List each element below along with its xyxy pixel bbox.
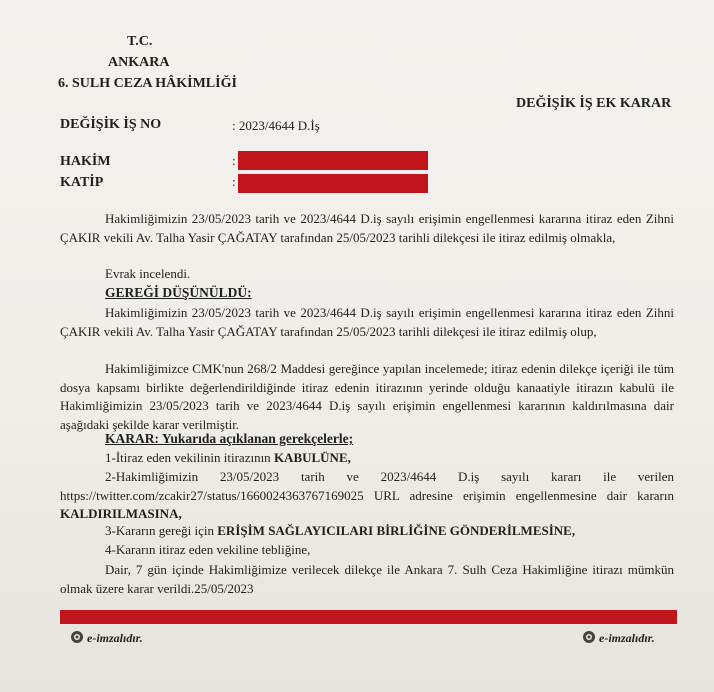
case-no-label: DEĞİŞİK İŞ NO xyxy=(60,117,162,132)
decision-heading: KARAR: Yukarıda açıklanan gerekçelerle; xyxy=(105,431,354,446)
court-name: 6. SULH CEZA HÂKİMLİĞİ xyxy=(58,76,237,91)
decision-item-2 xyxy=(60,468,674,524)
judge-colon: : xyxy=(232,153,236,168)
closing-text: Dair, 7 gün içinde Hakimliğimize verilecek dilekçe ile Ankara 7. Sulh Ceza Hakimliğine itirazı mümkün olmak üzere karar verildi.25/05/2023 xyxy=(60,562,674,596)
city-heading: ANKARA xyxy=(108,55,170,70)
signature-left-text: e-imzalıdır. xyxy=(87,631,143,645)
decision-item-2-text: 2-Hakimliğimizin 23/05/2023 tarih ve 2023/4644 D.iş sayılı kararı ile verilen https://twitter.com/zcakir27/status/1660024363767169025 URL adresine erişimin engellenmesine dair kararın xyxy=(60,469,674,503)
reasoning-heading: GEREĞİ DÜŞÜNÜLDÜ: xyxy=(105,285,252,300)
decision-item-1 xyxy=(105,450,351,466)
signature-right-text: e-imzalıdır. xyxy=(599,631,655,645)
evrak-line: Evrak incelendi. xyxy=(105,266,191,281)
intro-text: Hakimliğimizin 23/05/2023 tarih ve 2023/4644 D.iş sayılı erişimin engellenmesi kararına itiraz eden Zihni ÇAKIR vekili Av. Talha Yasir ÇAĞATAY tarafından 25/05/2023 tarihli dilekçesi ile itiraz edilmiş olmakla, xyxy=(60,211,674,245)
case-no-value: : 2023/4644 D.İş xyxy=(232,118,320,133)
bottom-redaction-bar xyxy=(60,610,677,624)
reasoning-paragraph-1 xyxy=(60,304,674,341)
decision-item-1-text: 1-İtiraz eden vekilinin itirazının xyxy=(105,450,274,465)
signature-right xyxy=(582,630,655,646)
judge-label: HAKİM xyxy=(60,154,111,169)
decision-item-2-bold: KALDIRILMASINA, xyxy=(60,506,182,521)
tc-heading: T.C. xyxy=(127,34,153,49)
reasoning-text-2: Hakimliğimizce CMK'nun 268/2 Maddesi gereğince yapılan incelemede; itiraz edenin dilekçe içeriği ile tüm dosya kapsamı birlikte değerlendirildiğinde itiraz edenin itirazının yerinde olduğu kanaatiyle itirazın kabulü ile Hakimliğimizin 23/05/2023 tarih ve 2023/4644 D.iş sayılı erişimin engellenmesi kararının kaldırılmasına dair aşağıdaki şekilde karar verilmiştir. xyxy=(60,361,674,432)
reasoning-paragraph-2 xyxy=(60,360,674,434)
decision-item-3 xyxy=(105,523,575,539)
clerk-name-redaction xyxy=(238,174,428,193)
decision-item-4: 4-Kararın itiraz eden vekiline tebliğine, xyxy=(105,542,311,557)
decision-item-3-text: 3-Kararın gereği için xyxy=(105,523,218,538)
decision-item-3-bold: ERİŞİM SAĞLAYICILARI BİRLİĞİNE GÖNDERİLMESİNE, xyxy=(217,523,576,538)
decision-item-1-bold: KABULÜNE, xyxy=(273,450,351,465)
clerk-label: KATİP xyxy=(60,175,104,190)
intro-paragraph xyxy=(60,210,674,247)
seal-icon xyxy=(70,630,84,644)
closing-paragraph xyxy=(60,561,674,598)
signature-left xyxy=(70,630,143,646)
decision-type: DEĞİŞİK İŞ EK KARAR xyxy=(516,96,672,111)
seal-icon xyxy=(582,630,596,644)
clerk-colon: : xyxy=(232,174,236,189)
reasoning-text-1: Hakimliğimizin 23/05/2023 tarih ve 2023/4644 D.iş sayılı erişimin engellenmesi kararına itiraz eden Zihni ÇAKIR vekili Av. Talha Yasir ÇAĞATAY tarafından 25/05/2023 tarihli dilekçesi ile itiraz edilmiş olup, xyxy=(60,305,674,339)
judge-name-redaction xyxy=(238,151,428,170)
